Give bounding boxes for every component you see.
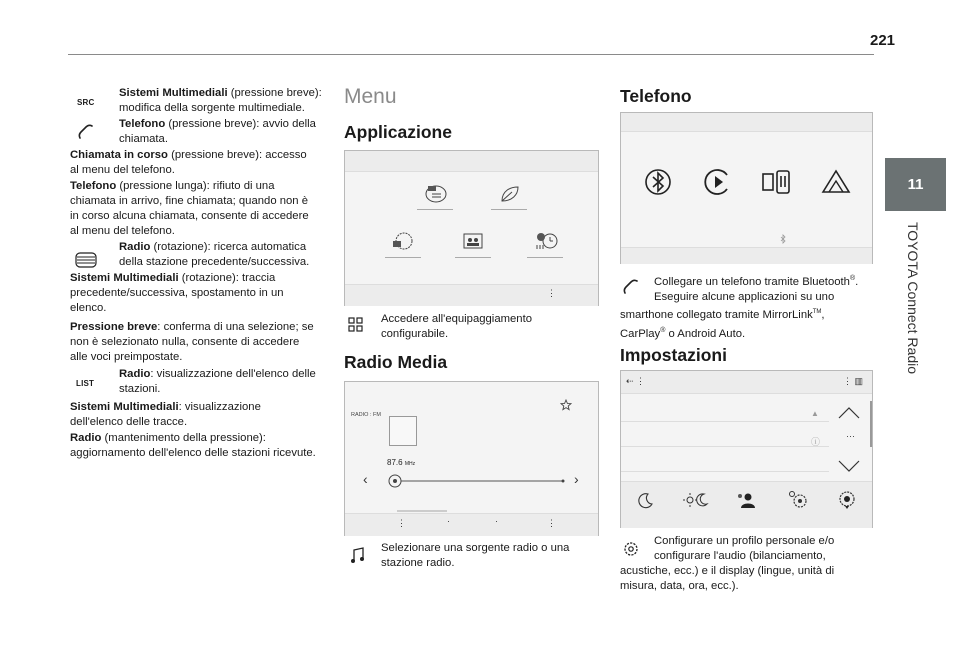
screen-bottom-bar	[345, 284, 598, 306]
screen-bottom-bar	[621, 247, 872, 264]
scroll-up-button[interactable]	[837, 406, 861, 420]
header-rule	[68, 54, 874, 55]
para-call-in-progress: Chiamata in corso (pressione breve): accesso al menu del telefono.	[70, 149, 307, 177]
warning-icon: ▲	[811, 409, 819, 418]
divider	[527, 257, 563, 258]
station-artwork	[389, 416, 417, 446]
system-settings-icon[interactable]	[787, 490, 809, 510]
radio-media-screen	[344, 381, 599, 536]
back-arrow-icon[interactable]: ⇠ ⋮	[626, 376, 646, 386]
radio-media-heading: Radio Media	[344, 352, 448, 372]
chapter-tab[interactable]: 11	[885, 158, 946, 211]
more-options-icon[interactable]: ⋮	[547, 288, 556, 298]
para-radio-rotation: Radio (rotazione): ricerca automatica della stazione precedente/successiva.	[119, 241, 310, 269]
eco-leaf-icon[interactable]	[496, 183, 522, 205]
tab-indicator	[397, 510, 447, 512]
previous-station-button[interactable]: ‹	[363, 471, 368, 487]
phone-icon	[76, 122, 94, 140]
dot-button[interactable]: ·	[447, 516, 450, 526]
list-divider	[621, 471, 829, 472]
app-contacts-icon[interactable]	[462, 231, 484, 251]
radio-band-label: RADIO : FM	[351, 412, 381, 418]
list-label-icon: LIST	[76, 379, 95, 388]
app-clock-icon[interactable]	[533, 229, 561, 253]
bluetooth-status-icon	[779, 234, 787, 244]
screen-top-bar	[621, 113, 872, 132]
list-divider	[621, 421, 829, 422]
music-note-icon	[350, 546, 366, 564]
page-number: 221	[870, 32, 896, 49]
profile-icon[interactable]	[736, 491, 756, 509]
para-phone-long: Telefono (pressione lunga): rifiuto di una chiamata in arrivo, fine chiamata; quando non è in corso alcuna chiamata, consente di accedere al menu del telefono.	[70, 180, 309, 238]
radio-dial-icon	[75, 251, 97, 269]
app-timer-icon[interactable]	[390, 229, 416, 253]
impostazioni-description: Configurare un profilo personale e/o configurare l'audio (bilanciamento, acustiche, ecc.) e il display (lingue, unità di misura, data, ora, ecc.).	[620, 535, 835, 593]
screen-top-bar	[345, 151, 598, 172]
para-short-press: Pressione breve: conferma di una selezione; se non è selezionato nulla, consente di accedere alle voci preimpostate.	[70, 321, 314, 364]
night-mode-icon[interactable]	[637, 491, 655, 509]
list-divider	[621, 446, 829, 447]
frequency-value: 87.6 MHz	[387, 458, 416, 467]
star-icon[interactable]	[560, 399, 572, 411]
bluetooth-search-icon[interactable]	[641, 165, 675, 199]
divider	[455, 257, 491, 258]
info-icon: ⓘ	[811, 437, 821, 447]
para-radio-hold: Radio (mantenimento della pressione): aggiornamento dell'elenco delle stazioni ricevute.	[70, 432, 316, 460]
divider	[491, 209, 527, 210]
carplay-icon[interactable]	[759, 165, 795, 199]
app-connected-icon[interactable]	[423, 183, 449, 205]
frequency-slider[interactable]	[385, 473, 565, 489]
para-phone-short: Telefono (pressione breve): avvio della chiamata.	[119, 118, 316, 146]
screen-top-bar	[621, 371, 872, 394]
impostazioni-heading: Impostazioni	[620, 345, 727, 365]
scrollbar[interactable]	[870, 401, 872, 447]
mirror-link-icon[interactable]	[701, 165, 735, 199]
android-auto-icon[interactable]	[819, 165, 853, 199]
app-grid-icon	[347, 316, 365, 334]
src-label-icon: SRC	[77, 98, 95, 107]
next-station-button[interactable]: ›	[574, 471, 579, 487]
menu-heading: Menu	[344, 85, 397, 108]
scroll-dots: ···	[846, 431, 855, 441]
more-options-icon[interactable]: ⋮	[547, 518, 556, 528]
screen-bottom-bar	[345, 513, 598, 536]
application-description: Accedere all'equipaggiamento configurabile.	[381, 313, 533, 341]
impostazioni-screen	[620, 370, 873, 528]
privacy-icon[interactable]	[837, 490, 857, 510]
application-screen	[344, 150, 599, 306]
brightness-icon[interactable]	[683, 491, 709, 509]
para-multimedia-list: Sistemi Multimediali: visualizzazione dell'elenco delle tracce.	[70, 401, 261, 429]
application-heading: Applicazione	[344, 122, 452, 142]
telefono-heading: Telefono	[620, 86, 692, 106]
telefono-description: Collegare un telefono tramite Bluetooth®. Eseguire alcune applicazioni su uno smarthone collegato tramite MirrorLink™, CarPlay® o Android Auto.	[620, 275, 859, 340]
para-multimedia-short: Sistemi Multimediali (pressione breve): modifica della sorgente multimediale.	[119, 87, 322, 115]
menu-button[interactable]: ⋮	[397, 518, 406, 528]
more-options-icon[interactable]: ⋮ ▥	[843, 376, 864, 386]
scroll-down-button[interactable]	[837, 459, 861, 473]
chapter-title: TOYOTA Connect Radio	[905, 222, 921, 374]
para-multimedia-rotation: Sistemi Multimediali (rotazione): traccia precedente/successiva, spostamento in un elenco.	[70, 272, 284, 315]
divider	[417, 209, 453, 210]
radio-media-description: Selezionare una sorgente radio o una stazione radio.	[381, 542, 570, 570]
telefono-screen	[620, 112, 873, 264]
para-radio-list: Radio: visualizzazione dell'elenco delle stazioni.	[119, 368, 316, 396]
divider	[385, 257, 421, 258]
dot-button[interactable]: ·	[495, 516, 498, 526]
